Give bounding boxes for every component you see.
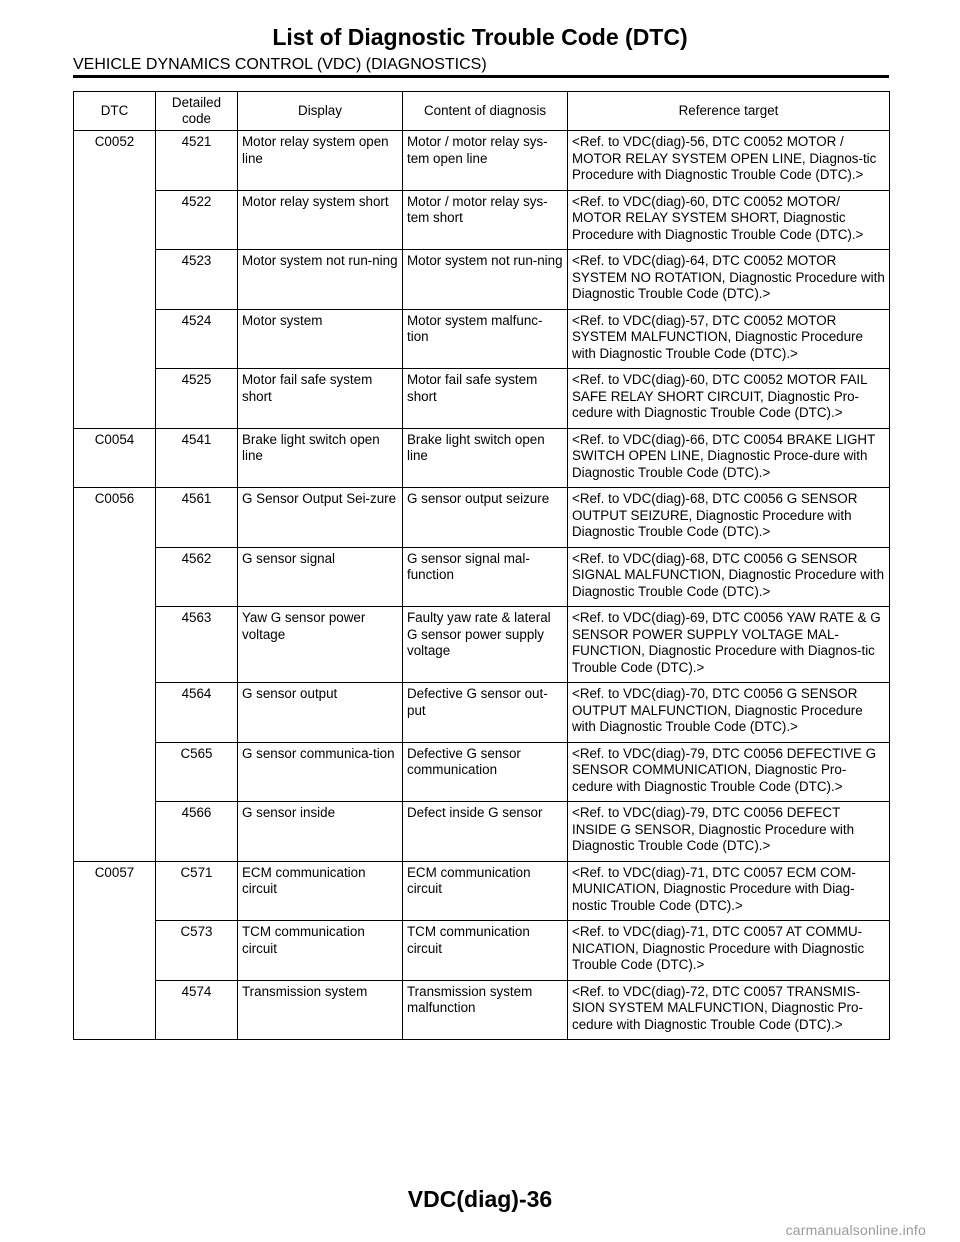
col-header-detailed-code: Detailed code	[156, 92, 238, 131]
col-header-content: Content of diagnosis	[403, 92, 568, 131]
content-cell: Motor system not run-ning	[403, 250, 568, 310]
table-row	[74, 488, 890, 548]
col-header-display: Display	[238, 92, 403, 131]
reference-cell: <Ref. to VDC(diag)-69, DTC C0056 YAW RATE & G SENSOR POWER SUPPLY VOLTAGE MAL-FUNCTION, Diagnostic Procedure with Diagnos-tic Trouble Code (DTC).>	[568, 607, 890, 683]
display-cell: G sensor inside	[238, 802, 403, 862]
display-cell: Yaw G sensor power voltage	[238, 607, 403, 683]
table-row	[74, 861, 890, 921]
detailed-code-cell: 4541	[156, 428, 238, 488]
dtc-cell: C0057	[74, 861, 156, 1040]
table-row	[74, 369, 890, 429]
content-cell: Motor system malfunc-tion	[403, 309, 568, 369]
reference-cell: <Ref. to VDC(diag)-68, DTC C0056 G SENSOR SIGNAL MALFUNCTION, Diagnostic Procedure with Diagnostic Trouble Code (DTC).>	[568, 547, 890, 607]
detailed-code-cell: 4521	[156, 131, 238, 191]
detailed-code-cell: 4523	[156, 250, 238, 310]
content-cell: TCM communication circuit	[403, 921, 568, 981]
reference-cell: <Ref. to VDC(diag)-70, DTC C0056 G SENSOR OUTPUT MALFUNCTION, Diagnostic Procedure with Diagnostic Trouble Code (DTC).>	[568, 683, 890, 743]
content-cell: Transmission system malfunction	[403, 980, 568, 1040]
reference-cell: <Ref. to VDC(diag)-71, DTC C0057 ECM COM-MUNICATION, Diagnostic Procedure with Diag-nostic Trouble Code (DTC).>	[568, 861, 890, 921]
table-row	[74, 190, 890, 250]
watermark: carmanualsonline.info	[785, 1222, 926, 1238]
content-cell: Motor / motor relay sys-tem open line	[403, 131, 568, 191]
content-cell: ECM communication circuit	[403, 861, 568, 921]
page-number: VDC(diag)-36	[407, 1186, 553, 1212]
detailed-code-cell: 4564	[156, 683, 238, 743]
content-cell: Faulty yaw rate & lateral G sensor power supply voltage	[403, 607, 568, 683]
table-row	[74, 428, 890, 488]
detailed-code-cell: 4566	[156, 802, 238, 862]
detailed-code-cell: 4563	[156, 607, 238, 683]
content-cell: G sensor output seizure	[403, 488, 568, 548]
table-header-row	[74, 92, 890, 131]
display-cell: Transmission system	[238, 980, 403, 1040]
content-cell: Motor fail safe system short	[403, 369, 568, 429]
detailed-code-cell: C565	[156, 742, 238, 802]
content-cell: Defective G sensor out-put	[403, 683, 568, 743]
display-cell: Motor relay system open line	[238, 131, 403, 191]
table-row	[74, 547, 890, 607]
display-cell: Motor system not run-ning	[238, 250, 403, 310]
detailed-code-cell: C571	[156, 861, 238, 921]
content-cell: Motor / motor relay sys-tem short	[403, 190, 568, 250]
detailed-code-cell: 4524	[156, 309, 238, 369]
content-cell: G sensor signal mal-function	[403, 547, 568, 607]
detailed-code-cell: C573	[156, 921, 238, 981]
display-cell: G sensor output	[238, 683, 403, 743]
table-row	[74, 802, 890, 862]
table-row	[74, 980, 890, 1040]
display-cell: Motor relay system short	[238, 190, 403, 250]
page-title: List of Diagnostic Trouble Code (DTC)	[272, 24, 688, 50]
reference-cell: <Ref. to VDC(diag)-79, DTC C0056 DEFECTIVE G SENSOR COMMUNICATION, Diagnostic Pro-cedure with Diagnostic Trouble Code (DTC).>	[568, 742, 890, 802]
display-cell: G Sensor Output Sei-zure	[238, 488, 403, 548]
display-cell: G sensor signal	[238, 547, 403, 607]
table-row	[74, 131, 890, 191]
display-cell: ECM communication circuit	[238, 861, 403, 921]
header-rule	[73, 75, 889, 78]
content-cell: Brake light switch open line	[403, 428, 568, 488]
table-row	[74, 921, 890, 981]
reference-cell: <Ref. to VDC(diag)-79, DTC C0056 DEFECT INSIDE G SENSOR, Diagnostic Procedure with Diagnostic Trouble Code (DTC).>	[568, 802, 890, 862]
display-cell: Motor system	[238, 309, 403, 369]
content-cell: Defective G sensor communication	[403, 742, 568, 802]
content-cell: Defect inside G sensor	[403, 802, 568, 862]
table-row	[74, 742, 890, 802]
detailed-code-cell: 4562	[156, 547, 238, 607]
table-row	[74, 250, 890, 310]
detailed-code-cell: 4574	[156, 980, 238, 1040]
reference-cell: <Ref. to VDC(diag)-71, DTC C0057 AT COMMU-NICATION, Diagnostic Procedure with Diagnostic Trouble Code (DTC).>	[568, 921, 890, 981]
table-row	[74, 607, 890, 683]
table-row	[74, 309, 890, 369]
detailed-code-cell: 4561	[156, 488, 238, 548]
reference-cell: <Ref. to VDC(diag)-60, DTC C0052 MOTOR/ MOTOR RELAY SYSTEM SHORT, Diagnostic Procedure with Diagnostic Trouble Code (DTC).>	[568, 190, 890, 250]
reference-cell: <Ref. to VDC(diag)-56, DTC C0052 MOTOR / MOTOR RELAY SYSTEM OPEN LINE, Diagnos-tic Procedure with Diagnostic Trouble Code (DTC).>	[568, 131, 890, 191]
reference-cell: <Ref. to VDC(diag)-66, DTC C0054 BRAKE LIGHT SWITCH OPEN LINE, Diagnostic Proce-dure with Diagnostic Trouble Code (DTC).>	[568, 428, 890, 488]
col-header-dtc: DTC	[74, 92, 156, 131]
detailed-code-cell: 4525	[156, 369, 238, 429]
display-cell: Motor fail safe system short	[238, 369, 403, 429]
display-cell: Brake light switch open line	[238, 428, 403, 488]
col-header-reference: Reference target	[568, 92, 890, 131]
reference-cell: <Ref. to VDC(diag)-64, DTC C0052 MOTOR SYSTEM NO ROTATION, Diagnostic Procedure with Diagnostic Trouble Code (DTC).>	[568, 250, 890, 310]
display-cell: TCM communication circuit	[238, 921, 403, 981]
dtc-cell: C0052	[74, 131, 156, 429]
detailed-code-cell: 4522	[156, 190, 238, 250]
table-row	[74, 683, 890, 743]
section-heading: VEHICLE DYNAMICS CONTROL (VDC) (DIAGNOSTICS)	[73, 56, 487, 73]
reference-cell: <Ref. to VDC(diag)-68, DTC C0056 G SENSOR OUTPUT SEIZURE, Diagnostic Procedure with Diagnostic Trouble Code (DTC).>	[568, 488, 890, 548]
reference-cell: <Ref. to VDC(diag)-60, DTC C0052 MOTOR FAIL SAFE RELAY SHORT CIRCUIT, Diagnostic Pro-cedure with Diagnostic Trouble Code (DTC).>	[568, 369, 890, 429]
reference-cell: <Ref. to VDC(diag)-57, DTC C0052 MOTOR SYSTEM MALFUNCTION, Diagnostic Procedure with Diagnostic Trouble Code (DTC).>	[568, 309, 890, 369]
dtc-cell: C0054	[74, 428, 156, 488]
dtc-cell: C0056	[74, 488, 156, 862]
dtc-table	[73, 91, 890, 1040]
reference-cell: <Ref. to VDC(diag)-72, DTC C0057 TRANSMIS-SION SYSTEM MALFUNCTION, Diagnostic Pro-cedure with Diagnostic Trouble Code (DTC).>	[568, 980, 890, 1040]
display-cell: G sensor communica-tion	[238, 742, 403, 802]
